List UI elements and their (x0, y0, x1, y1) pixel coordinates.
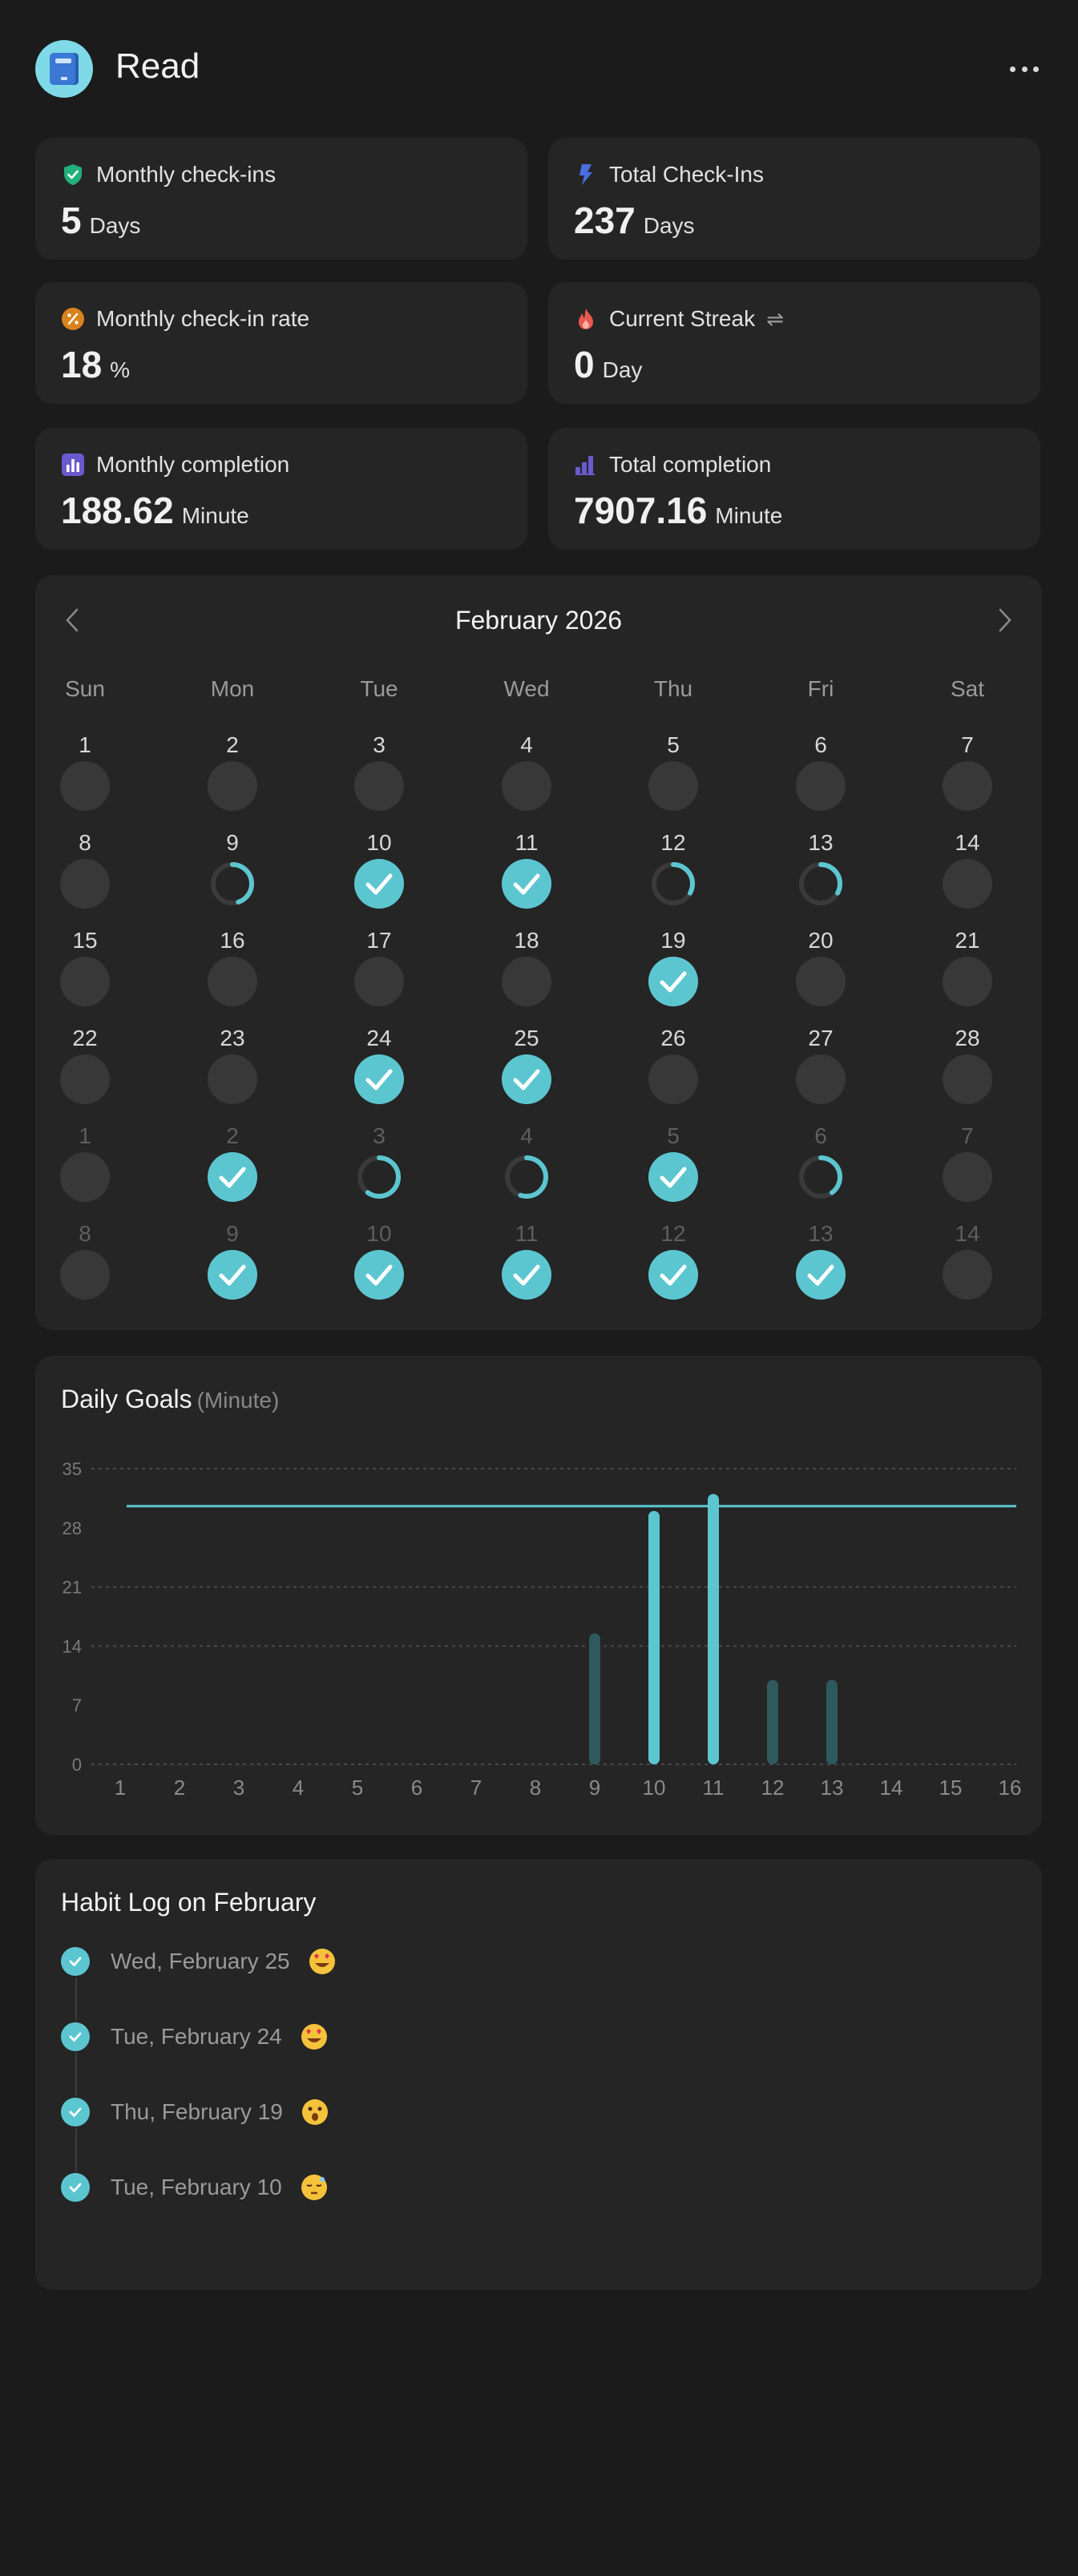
progress-ring-icon (648, 859, 698, 909)
stat-unit: Day (602, 357, 643, 382)
day-number: 17 (366, 928, 392, 953)
shield-check-icon (61, 163, 85, 187)
day-number: 14 (955, 1221, 980, 1246)
log-date: Thu, February 19 (111, 2099, 283, 2124)
swap-icon[interactable]: ⇌ (766, 306, 784, 331)
day-number: 2 (226, 732, 239, 757)
calendar-day[interactable] (184, 928, 281, 1016)
day-number: 11 (515, 830, 539, 855)
calendar-day[interactable] (773, 1123, 869, 1211)
check-icon (61, 2022, 90, 2051)
calendar-day[interactable] (331, 1026, 427, 1114)
stat-label: Monthly check-ins (96, 162, 277, 187)
habit-log-card (35, 1859, 1042, 2290)
calendar-day[interactable] (331, 928, 427, 1016)
day-number: 8 (79, 1221, 91, 1246)
day-number: 5 (667, 732, 680, 757)
check-icon (61, 1947, 90, 1976)
day-number: 5 (667, 1123, 680, 1148)
weekday-sat: Sat (950, 676, 985, 701)
love-face-icon (300, 2022, 329, 2051)
calendar-day[interactable] (773, 830, 869, 918)
calendar-day[interactable] (331, 830, 427, 918)
progress-ring-icon (796, 859, 846, 909)
calendar-day[interactable] (773, 928, 869, 1016)
progress-ring-icon (208, 859, 257, 909)
calendar-day[interactable] (625, 1026, 721, 1114)
empty-day-circle (648, 1054, 698, 1104)
calendar-day[interactable] (331, 732, 427, 820)
more-options-button[interactable] (1002, 53, 1047, 85)
bar-day-12[interactable] (767, 1680, 778, 1764)
sleepy-face-icon (300, 2173, 329, 2202)
x-tick-label: 9 (588, 1776, 601, 1800)
calendar-day[interactable] (331, 1221, 427, 1309)
stat-label-row (574, 162, 764, 187)
empty-day-circle (60, 761, 110, 811)
progress-ring-icon (354, 1152, 404, 1202)
empty-day-circle (60, 957, 110, 1006)
calendar-day[interactable] (478, 928, 575, 1016)
day-number: 9 (226, 830, 239, 855)
stat-unit: Days (643, 213, 695, 238)
stat-label-row (61, 452, 289, 478)
empty-day-circle (943, 1054, 992, 1104)
x-tick-label: 10 (642, 1776, 666, 1800)
checked-icon (502, 1054, 551, 1104)
day-number: 3 (373, 1123, 386, 1148)
calendar-day[interactable] (184, 1123, 281, 1211)
empty-day-circle (208, 1054, 257, 1104)
check-icon (61, 2173, 90, 2202)
calendar-day[interactable] (625, 732, 721, 820)
day-number: 1 (79, 1123, 91, 1148)
lightning-icon (574, 163, 598, 187)
day-number: 4 (520, 1123, 533, 1148)
calendar-day[interactable] (919, 1026, 1015, 1114)
empty-day-circle (943, 957, 992, 1006)
stat-unit: Minute (715, 503, 783, 528)
page-title: Read (115, 46, 200, 86)
calendar-day[interactable] (184, 1221, 281, 1309)
stat-label-row (574, 306, 784, 332)
calendar-day[interactable] (478, 1123, 575, 1211)
calendar-day[interactable] (919, 928, 1015, 1016)
empty-day-circle (60, 1054, 110, 1104)
stat-unit: Minute (181, 503, 249, 528)
stat-label: Total Check-Ins (609, 162, 764, 187)
day-number: 27 (808, 1026, 834, 1050)
empty-day-circle (796, 761, 846, 811)
stat-label: Monthly check-in rate (96, 306, 310, 331)
calendar-day[interactable] (625, 830, 721, 918)
checked-icon (354, 859, 404, 909)
stat-card-current-streak (548, 282, 1040, 404)
next-month-button[interactable] (989, 604, 1021, 636)
love-face-icon (308, 1947, 337, 1976)
log-date: Wed, February 25 (111, 1949, 290, 1973)
day-number: 19 (660, 928, 686, 953)
day-number: 10 (366, 830, 392, 855)
day-number: 12 (660, 830, 686, 855)
daily-goals-chart (35, 1356, 1042, 1835)
bar-day-13[interactable] (826, 1680, 838, 1764)
day-number: 12 (660, 1221, 686, 1246)
calendar-month-title: February 2026 (454, 606, 623, 635)
y-tick-label: 21 (62, 1577, 82, 1598)
stacked-bars-icon (574, 453, 598, 477)
day-number: 6 (814, 1123, 827, 1148)
calendar-day[interactable] (773, 732, 869, 820)
daily-goals-card (35, 1356, 1042, 1835)
x-tick-label: 13 (820, 1776, 844, 1800)
flame-icon (574, 307, 598, 331)
calendar-day[interactable] (37, 1123, 133, 1211)
empty-day-circle (502, 761, 551, 811)
day-number: 13 (808, 1221, 834, 1246)
stat-value-row (61, 489, 249, 532)
calendar-day[interactable] (184, 1026, 281, 1114)
day-number: 28 (955, 1026, 980, 1050)
checked-icon (208, 1250, 257, 1300)
stat-label-row (574, 452, 771, 478)
x-tick-label: 3 (232, 1776, 245, 1800)
timeline-connector (75, 2128, 77, 2171)
calendar-day[interactable] (37, 1026, 133, 1114)
progress-ring-icon (502, 1152, 551, 1202)
y-tick-label: 35 (62, 1459, 82, 1479)
book-icon (35, 40, 93, 98)
stat-card-monthly-completion (35, 428, 527, 550)
calendar-card (35, 575, 1042, 1330)
day-number: 10 (366, 1221, 392, 1246)
day-number: 1 (79, 732, 91, 757)
empty-day-circle (60, 1250, 110, 1300)
calendar-day[interactable] (331, 1123, 427, 1211)
stat-value: 18 (61, 344, 103, 385)
calendar-day[interactable] (773, 1221, 869, 1309)
calendar-day[interactable] (37, 732, 133, 820)
calendar-day[interactable] (478, 1221, 575, 1309)
bar-chart-icon (61, 453, 85, 477)
stat-unit: % (110, 357, 131, 382)
empty-day-circle (796, 1054, 846, 1104)
calendar-day[interactable] (625, 1221, 721, 1309)
percent-icon (61, 307, 85, 331)
weekday-sun: Sun (65, 676, 105, 701)
day-number: 7 (961, 1123, 974, 1148)
habit-log-entry[interactable] (61, 2096, 329, 2128)
empty-day-circle (943, 859, 992, 909)
calendar-day[interactable] (919, 1123, 1015, 1211)
checked-icon (648, 957, 698, 1006)
calendar-day[interactable] (478, 732, 575, 820)
timeline-connector (75, 1977, 77, 2021)
habit-log-entry[interactable] (61, 2171, 329, 2203)
stat-value: 7907.16 (574, 490, 708, 531)
calendar-day[interactable] (37, 928, 133, 1016)
checked-icon (648, 1152, 698, 1202)
day-number: 15 (72, 928, 98, 953)
checked-icon (208, 1152, 257, 1202)
day-number: 14 (955, 830, 980, 855)
x-tick-label: 4 (292, 1776, 305, 1800)
x-tick-label: 12 (761, 1776, 785, 1800)
calendar-day[interactable] (37, 1221, 133, 1309)
weekday-mon: Mon (210, 676, 255, 701)
empty-day-circle (943, 761, 992, 811)
stat-value: 188.62 (61, 490, 174, 531)
stat-value-row (574, 489, 782, 532)
x-tick-label: 2 (173, 1776, 186, 1800)
day-number: 8 (79, 830, 91, 855)
habit-log-title: Habit Log on February (61, 1888, 317, 1917)
stat-value-row (61, 199, 140, 242)
stat-label-row (61, 306, 309, 332)
empty-day-circle (60, 1152, 110, 1202)
bar-day-11[interactable] (708, 1494, 719, 1764)
x-tick-label: 15 (939, 1776, 963, 1800)
surprised-face-icon (301, 2098, 329, 2127)
day-number: 2 (226, 1123, 239, 1148)
empty-day-circle (60, 859, 110, 909)
x-tick-label: 14 (879, 1776, 903, 1800)
checked-icon (648, 1250, 698, 1300)
stat-value: 0 (574, 344, 595, 385)
bar-day-9[interactable] (589, 1634, 600, 1764)
x-tick-label: 8 (529, 1776, 542, 1800)
weekday-fri: Fri (807, 676, 834, 701)
day-number: 9 (226, 1221, 239, 1246)
y-tick-label: 28 (62, 1518, 82, 1538)
stat-card-total-completion (548, 428, 1040, 550)
day-number: 16 (220, 928, 245, 953)
stat-value-row (574, 199, 695, 242)
weekday-thu: Thu (653, 676, 693, 701)
more-horizontal-icon (1010, 67, 1015, 72)
weekday-wed: Wed (503, 676, 550, 701)
day-number: 24 (366, 1026, 392, 1050)
x-tick-label: 5 (351, 1776, 364, 1800)
day-number: 26 (660, 1026, 686, 1050)
day-number: 11 (515, 1221, 539, 1246)
day-number: 20 (808, 928, 834, 953)
y-tick-label: 7 (71, 1695, 82, 1716)
day-number: 6 (814, 732, 827, 757)
empty-day-circle (796, 957, 846, 1006)
habit-log-entry[interactable] (61, 1945, 337, 1977)
stat-label: Current Streak (609, 306, 756, 331)
check-icon (61, 2098, 90, 2127)
day-number: 4 (520, 732, 533, 757)
checked-icon (354, 1250, 404, 1300)
x-tick-label: 16 (998, 1776, 1022, 1800)
calendar-day[interactable] (625, 1123, 721, 1211)
calendar-day[interactable] (37, 830, 133, 918)
timeline-connector (75, 2053, 77, 2096)
log-date: Tue, February 24 (111, 2024, 282, 2049)
calendar-day[interactable] (184, 830, 281, 918)
progress-ring-icon (796, 1152, 846, 1202)
stat-value: 5 (61, 200, 82, 241)
stat-card-monthly-check-in-rate (35, 282, 527, 404)
day-number: 18 (514, 928, 539, 953)
calendar-day[interactable] (919, 830, 1015, 918)
chevron-right-icon (997, 607, 1013, 633)
day-number: 25 (514, 1026, 539, 1050)
calendar-day[interactable] (773, 1026, 869, 1114)
app-header (0, 0, 1078, 138)
checked-icon (502, 1250, 551, 1300)
daily-goals-unit: (Minute) (196, 1388, 280, 1413)
stat-label: Monthly completion (96, 452, 290, 477)
stat-value: 237 (574, 200, 636, 241)
checked-icon (354, 1054, 404, 1104)
stat-label: Total completion (609, 452, 772, 477)
daily-goals-heading: Daily Goals (61, 1385, 192, 1413)
day-number: 13 (808, 830, 834, 855)
habit-log-entry[interactable] (61, 2021, 329, 2053)
day-number: 3 (373, 732, 386, 757)
calendar-day[interactable] (625, 928, 721, 1016)
empty-day-circle (208, 957, 257, 1006)
x-tick-label: 7 (470, 1776, 482, 1800)
calendar-day[interactable] (919, 732, 1015, 820)
calendar-day[interactable] (184, 732, 281, 820)
calendar-day[interactable] (478, 1026, 575, 1114)
stat-unit: Days (89, 213, 141, 238)
empty-day-circle (648, 761, 698, 811)
empty-day-circle (943, 1250, 992, 1300)
day-number: 23 (220, 1026, 245, 1050)
checked-icon (796, 1250, 846, 1300)
day-number: 22 (72, 1026, 98, 1050)
y-tick-label: 14 (62, 1636, 82, 1657)
empty-day-circle (502, 957, 551, 1006)
calendar-day[interactable] (478, 830, 575, 918)
empty-day-circle (354, 957, 404, 1006)
stat-card-total-check-ins (548, 138, 1040, 260)
weekday-tue: Tue (360, 676, 398, 701)
log-date: Tue, February 10 (111, 2175, 282, 2199)
stat-card-monthly-check-ins (35, 138, 527, 260)
stat-label-row (61, 162, 276, 187)
stat-value-row (574, 343, 642, 386)
x-tick-label: 1 (114, 1776, 127, 1800)
stat-value-row (61, 343, 130, 386)
calendar-day[interactable] (919, 1221, 1015, 1309)
bar-day-10[interactable] (648, 1511, 660, 1764)
checked-icon (502, 859, 551, 909)
x-tick-label: 11 (702, 1776, 725, 1800)
empty-day-circle (354, 761, 404, 811)
x-tick-label: 6 (410, 1776, 423, 1800)
day-number: 21 (955, 928, 980, 953)
empty-day-circle (943, 1152, 992, 1202)
empty-day-circle (208, 761, 257, 811)
y-tick-label: 0 (71, 1755, 82, 1775)
day-number: 7 (961, 732, 974, 757)
